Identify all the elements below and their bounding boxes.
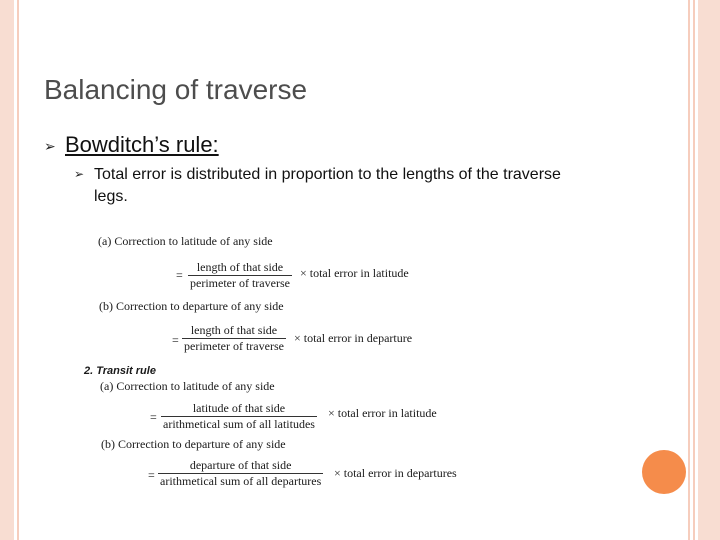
formula-b-numerator: length of that side bbox=[182, 323, 286, 339]
formula-tb-label: (b) Correction to departure of any side bbox=[101, 437, 286, 451]
formula-b-fraction bbox=[182, 323, 286, 354]
bullet-bowditch-rule: Bowditch’s rule: bbox=[65, 132, 219, 157]
equals-sign: = bbox=[172, 333, 179, 347]
formula-ta-fraction bbox=[161, 401, 317, 432]
left-border-line bbox=[17, 0, 19, 540]
decorative-orange-circle bbox=[642, 450, 686, 494]
formula-a-fraction bbox=[188, 260, 292, 291]
right-border-line bbox=[693, 0, 695, 540]
formula-ta-tail: × total error in latitude bbox=[328, 406, 437, 420]
equals-sign: = bbox=[176, 268, 183, 282]
formula-tb-numerator: departure of that side bbox=[158, 458, 323, 474]
formula-a-tail: × total error in latitude bbox=[300, 266, 409, 280]
formula-ta-numerator: latitude of that side bbox=[161, 401, 317, 417]
transit-rule-heading: 2. Transit rule bbox=[84, 365, 156, 377]
formula-a-numerator: length of that side bbox=[188, 260, 292, 276]
slide-title: Balancing of traverse bbox=[44, 74, 308, 105]
equals-sign: = bbox=[150, 410, 157, 424]
formula-b-tail: × total error in departure bbox=[294, 331, 413, 345]
formula-tb-denominator: arithmetical sum of all departures bbox=[160, 474, 322, 488]
right-border-line bbox=[688, 0, 690, 540]
bullet-arrow-icon: ➢ bbox=[44, 138, 56, 154]
right-border-band bbox=[698, 0, 720, 540]
formula-tb-tail: × total error in departures bbox=[334, 466, 457, 480]
left-border-band bbox=[0, 0, 14, 540]
formula-a-denominator: perimeter of traverse bbox=[190, 276, 290, 290]
formula-ta-label: (a) Correction to latitude of any side bbox=[100, 379, 275, 393]
equals-sign: = bbox=[148, 468, 155, 482]
formula-b-label: (b) Correction to departure of any side bbox=[99, 299, 284, 313]
formula-a-label: (a) Correction to latitude of any side bbox=[98, 234, 273, 248]
formula-tb-fraction bbox=[158, 458, 323, 489]
formula-b-denominator: perimeter of traverse bbox=[184, 339, 284, 353]
bullet-description: Total error is distributed in proportion to the lengths of the traverse legs. bbox=[94, 166, 561, 205]
formula-ta-denominator: arithmetical sum of all latitudes bbox=[163, 417, 315, 431]
sub-bullet-arrow-icon: ➢ bbox=[74, 167, 85, 181]
